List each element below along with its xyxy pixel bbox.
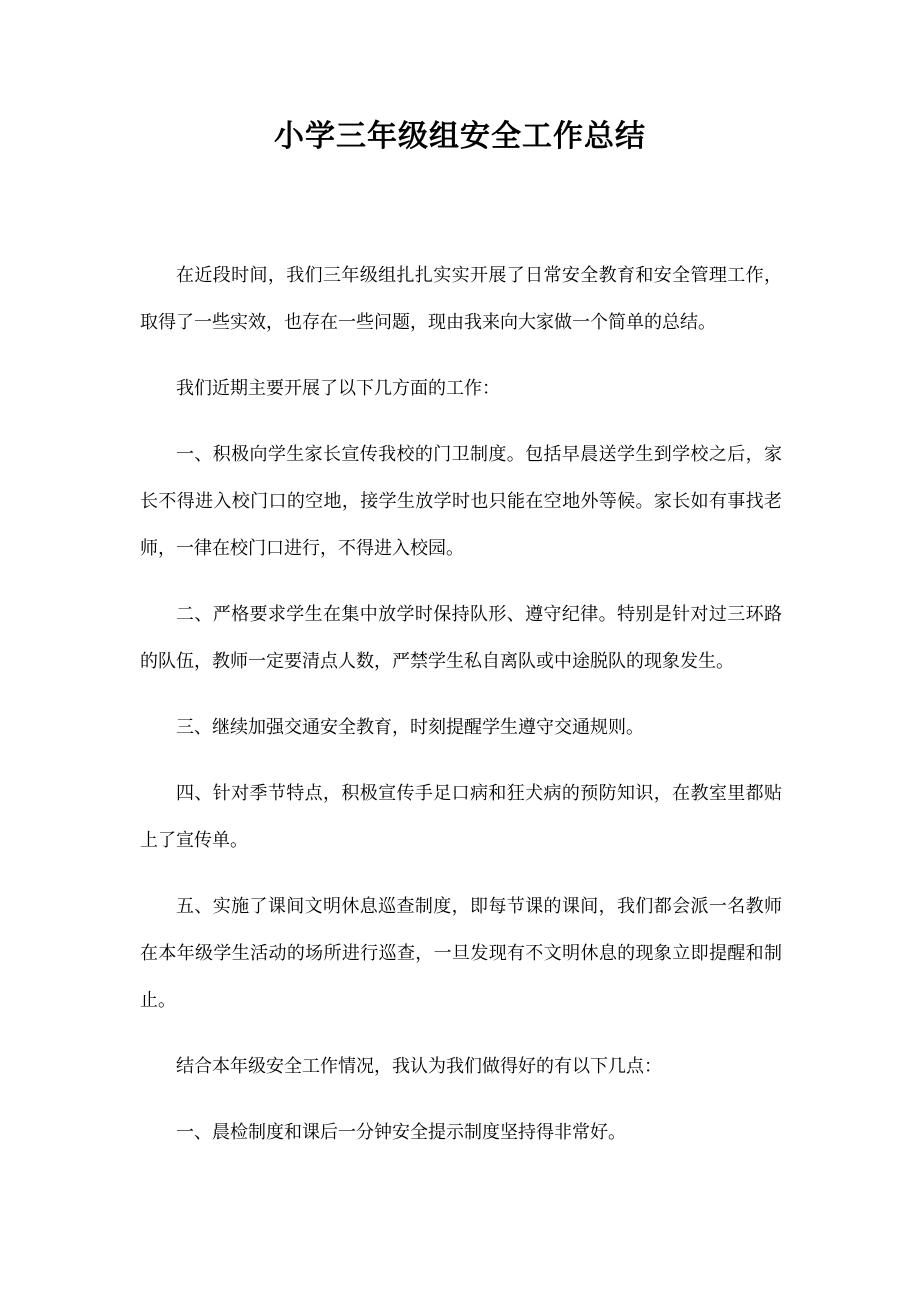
paragraph-strength-1: 一、晨检制度和课后一分钟安全提示制度坚持得非常好。 [176, 1122, 626, 1143]
document-title: 小学三年级组安全工作总结 [274, 119, 646, 154]
paragraph-intro: 在近段时间，我们三年级组扎扎实实开展了日常安全教育和安全管理工作，取得了一些实效，也存在一些问题，现由我来向大家做一个简单的总结。 [140, 265, 782, 333]
paragraph-item-1: 一、积极向学生家长宣传我校的门卫制度。包括早晨送学生到学校之后，家长不得进入校门口的空地，接学生放学时也只能在空地外等候。家长如有事找老师，一律在校门口进行，不得进入校园。 [140, 444, 782, 559]
paragraph-item-4: 四、针对季节特点，积极宣传手足口病和狂犬病的预防知识，在教室里都贴上了宣传单。 [140, 783, 782, 851]
paragraph-item-5: 五、实施了课间文明休息巡查制度，即每节课的课间，我们都会派一名教师在本年级学生活动的场所进行巡查，一旦发现有不文明休息的现象立即提醒和制止。 [140, 896, 782, 1011]
paragraph-item-3: 三、继续加强交通安全教育，时刻提醒学生遵守交通规则。 [176, 717, 644, 738]
document-body [140, 252, 782, 1175]
paragraph-strengths-intro: 结合本年级安全工作情况，我认为我们做得好的有以下几点： [176, 1056, 662, 1077]
paragraph-item-2: 二、严格要求学生在集中放学时保持队形、遵守纪律。特别是针对过三环路的队伍，教师一定要清点人数，严禁学生私自离队或中途脱队的现象发生。 [140, 604, 782, 672]
paragraph-work-overview: 我们近期主要开展了以下几方面的工作： [176, 378, 500, 399]
